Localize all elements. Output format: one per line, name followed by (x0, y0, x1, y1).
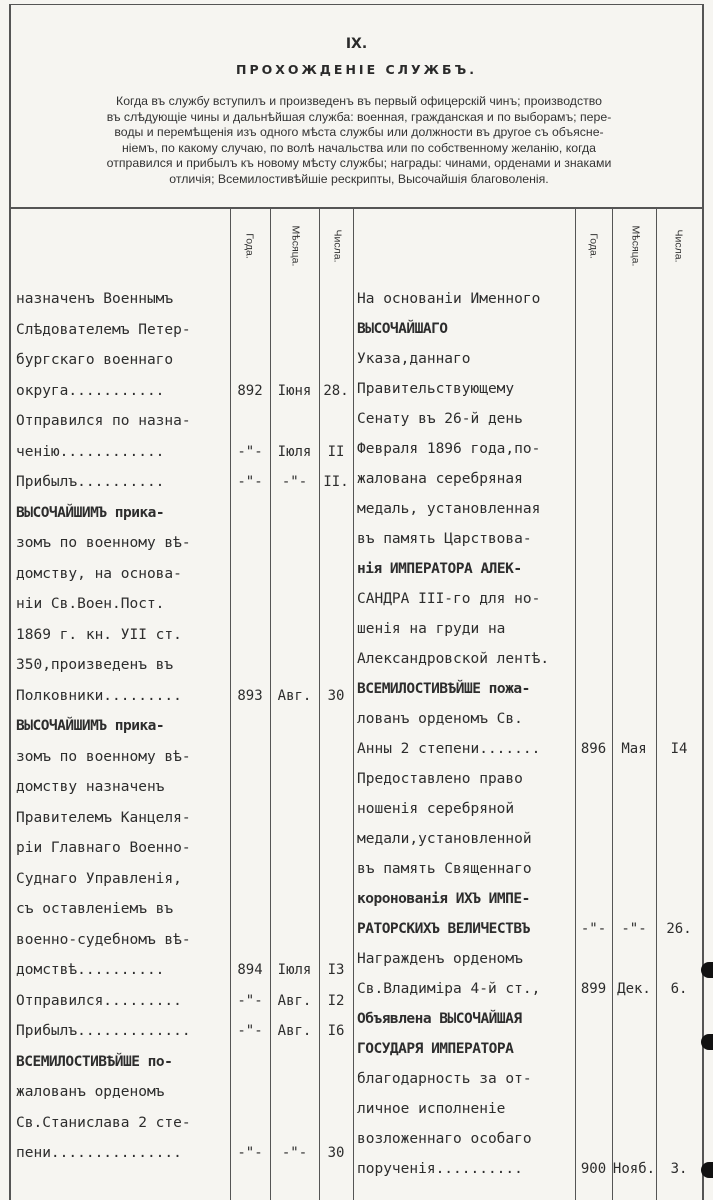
entry-year: -"- (237, 474, 263, 490)
entry-day (319, 742, 353, 772)
entry-month (612, 554, 656, 584)
entry-day (656, 314, 702, 344)
entry-month (270, 772, 319, 802)
col-divider (353, 209, 354, 1200)
entry-day (656, 614, 702, 644)
entry-year (230, 559, 270, 589)
entry-day (656, 764, 702, 794)
entry-text: ріи Главнаго Военно- (16, 840, 191, 856)
entry-text: На основаніи Именного (357, 291, 541, 307)
entry-text: зомъ по военному вѣ- (16, 535, 191, 551)
entry-text: бургскаго военнаго (16, 352, 174, 368)
binding-hole-mark (701, 1034, 713, 1050)
entry-day (319, 833, 353, 863)
entry-month (270, 620, 319, 650)
entry-year (230, 1047, 270, 1077)
entry-text: Прибылъ............. (16, 1023, 191, 1039)
entry-day: 28. (323, 382, 349, 399)
entry-text: Анны 2 степени....... (357, 741, 541, 757)
frame-right (702, 4, 704, 1200)
header-right-day: Числа. (672, 229, 684, 263)
entry-text: ВЫСОЧАЙШИМЪ прика- (16, 504, 165, 521)
entry-year (575, 494, 612, 524)
entry-year (230, 925, 270, 955)
header-left-month: Мѣсяца. (289, 225, 302, 267)
entry-year (575, 374, 612, 404)
entry-day (656, 854, 702, 884)
header-right-month: Мѣсяца. (629, 225, 642, 267)
entry-year (575, 884, 612, 914)
entry-year (575, 524, 612, 554)
entry-month: Нояб. (612, 1161, 656, 1177)
entry-month (270, 864, 319, 894)
intro-line: отправился и прибылъ къ новому мѣсту службы; награды: чинами, орденами и знаками (106, 156, 612, 171)
entry-year (230, 284, 270, 314)
entry-month (612, 584, 656, 614)
entry-year (230, 345, 270, 375)
entry-month (612, 314, 656, 344)
section-title: ПРОХОЖДЕНІЕ СЛУЖБЪ. (235, 62, 477, 77)
entry-text: Св.Владиміра 4-й ст., (357, 981, 541, 997)
entry-month (270, 1108, 319, 1138)
entry-text: возложеннаго особаго (357, 1131, 532, 1147)
entry-month: Авг. (277, 687, 312, 704)
entry-month (270, 406, 319, 436)
entry-year (575, 584, 612, 614)
entry-year: 893 (237, 687, 263, 704)
entry-month (270, 284, 319, 314)
entry-day (319, 1047, 353, 1077)
entry-day (656, 794, 702, 824)
entry-month (270, 1047, 319, 1077)
entry-month: Мая (621, 741, 647, 757)
entry-month (612, 404, 656, 434)
entry-month: -"- (281, 474, 308, 490)
entry-month (270, 315, 319, 345)
entry-text: 350,произведенъ въ (16, 657, 174, 673)
entry-text: Объявлена ВЫСОЧАЙШАЯ (357, 1011, 522, 1027)
entry-year (230, 650, 270, 680)
entry-day (656, 1034, 702, 1064)
entry-month: Дек. (617, 981, 651, 997)
entry-year: -"- (237, 443, 263, 460)
entry-text: благодарность за от- (357, 1071, 532, 1087)
header-left-day: Числа. (331, 229, 343, 263)
entry-text: зомъ по военному вѣ- (16, 748, 191, 765)
entry-year (575, 854, 612, 884)
entry-year (575, 1004, 612, 1034)
entry-text: ношенія серебряной (357, 801, 515, 817)
entry-day (656, 554, 702, 584)
entry-day: I2 (327, 992, 345, 1009)
entry-day (319, 345, 353, 375)
entry-text: Полковники......... (16, 687, 182, 704)
entry-text: ВСЕМИЛОСТИВѢЙШЕ по- (16, 1053, 173, 1070)
entry-month (612, 1004, 656, 1034)
entry-year (230, 1077, 270, 1107)
binding-hole-mark (701, 1162, 713, 1178)
entry-month (270, 589, 319, 619)
entry-text: САНДРА III-го для но- (357, 591, 541, 607)
entry-month (612, 794, 656, 824)
entry-day (319, 894, 353, 924)
entry-day (656, 1064, 702, 1094)
entry-year: -"- (580, 921, 607, 937)
entry-text: Слѣдователемъ Петер- (16, 321, 191, 338)
entry-year (575, 1034, 612, 1064)
entry-text: назначенъ Военнымъ (16, 291, 174, 307)
entry-day (319, 620, 353, 650)
entry-year (230, 589, 270, 619)
entry-text: съ оставленіемъ въ (16, 901, 174, 917)
intro-line: отличія; Всемилостивѣйшіе рескрипты, Высочайшія благоволенія. (169, 171, 549, 186)
entry-year (230, 833, 270, 863)
entry-day: I6 (327, 1023, 345, 1039)
entry-year (575, 404, 612, 434)
entry-month (270, 711, 319, 741)
entry-year (230, 864, 270, 894)
entry-text: Александровской лентѣ. (357, 651, 550, 667)
entry-year: 892 (237, 382, 263, 399)
entry-day (656, 374, 702, 404)
entry-text: Правительствующему (357, 381, 515, 397)
entry-year: 900 (580, 1161, 607, 1177)
header-right-year: Года. (587, 233, 600, 259)
entry-year: 896 (580, 741, 607, 757)
entry-month (270, 559, 319, 589)
entry-month (270, 345, 319, 375)
entry-month (612, 1094, 656, 1124)
entry-day: 3. (670, 1161, 688, 1177)
entry-day (319, 284, 353, 314)
entry-day (319, 1108, 353, 1138)
entry-year (230, 498, 270, 528)
entry-day (319, 803, 353, 833)
entry-text: Предоставлено право (357, 771, 523, 787)
entry-month (270, 1077, 319, 1107)
entry-text: 1869 г. кн. УІІ ст. (16, 626, 182, 643)
frame-top (9, 4, 704, 5)
entry-month (270, 925, 319, 955)
entry-year (230, 406, 270, 436)
entry-day (656, 884, 702, 914)
entry-year (230, 711, 270, 741)
entry-month (612, 704, 656, 734)
entry-text: медаль, установленная (357, 501, 541, 517)
intro-line: воды и перемѣщенія изъ одного мѣста службы или должности въ другое съ объясне- (114, 125, 604, 140)
entry-text: нія ИМПЕРАТОРА АЛЕК- (357, 561, 522, 577)
entry-text: пени............... (16, 1145, 182, 1161)
entry-text: лованъ орденомъ Св. (357, 711, 523, 727)
entry-year: 899 (580, 981, 607, 997)
entry-day (319, 589, 353, 619)
entry-day (319, 559, 353, 589)
entry-text: ченію............ (16, 443, 165, 460)
entry-year (575, 644, 612, 674)
entry-text: Сенату въ 26-й день (357, 411, 523, 427)
entry-month (612, 524, 656, 554)
entry-month (612, 674, 656, 704)
entry-year (575, 1064, 612, 1094)
entry-year (230, 772, 270, 802)
section-intro (24, 94, 694, 188)
entry-year (575, 674, 612, 704)
entry-text: Прибылъ.......... (16, 474, 165, 490)
entry-month (270, 894, 319, 924)
intro-line: Когда въ службу вступилъ и произведенъ въ первый офицерскій чинъ; производство (116, 94, 602, 108)
entry-text: Св.Станислава 2 сте- (16, 1114, 191, 1131)
entry-day (656, 824, 702, 854)
entry-text: шенія на груди на (357, 621, 506, 637)
entry-text: РАТОРСКИХЪ ВЕЛИЧЕСТВЪ (357, 921, 530, 937)
entry-year: -"- (237, 1023, 263, 1039)
entry-day (656, 644, 702, 674)
entry-month (612, 434, 656, 464)
entry-month: Іюля (277, 443, 312, 460)
entry-text: жалована серебряная (357, 471, 523, 487)
entry-month (612, 464, 656, 494)
entry-month (612, 1034, 656, 1064)
entry-day (656, 944, 702, 974)
entry-text: медали,установленной (357, 831, 532, 847)
entry-day: 6. (670, 981, 688, 997)
entry-year (230, 315, 270, 345)
entry-year (575, 314, 612, 344)
entry-month (612, 884, 656, 914)
entry-month (612, 374, 656, 404)
entry-year (575, 344, 612, 374)
entry-day (319, 406, 353, 436)
entry-text: округа........... (16, 382, 165, 399)
entry-day: 26. (666, 921, 692, 937)
entry-day (656, 584, 702, 614)
entry-year (230, 620, 270, 650)
entry-text: Награжденъ орденомъ (357, 951, 523, 967)
entry-month: -"- (621, 921, 647, 937)
entry-month (270, 803, 319, 833)
intro-line: въ слѣдующіе чины и дальнѣйшая служба: военная, гражданская и по выборамъ; пере- (106, 109, 612, 124)
entry-text: личное исполненіе (357, 1101, 506, 1117)
entry-month (270, 833, 319, 863)
entry-month (612, 1064, 656, 1094)
entry-day (656, 404, 702, 434)
entry-text: Суднаго Управленія, (16, 870, 182, 887)
entry-month: Авг. (277, 1023, 312, 1039)
entry-day (319, 498, 353, 528)
entry-day: II (327, 443, 345, 460)
entry-month (612, 644, 656, 674)
entry-month: Іюля (277, 962, 312, 978)
entry-year (230, 1108, 270, 1138)
entry-day (319, 925, 353, 955)
entry-month (270, 742, 319, 772)
entry-text: коронованія ИХЪ ИМПЕ- (357, 891, 530, 907)
entry-text: порученія.......... (357, 1161, 523, 1177)
entry-text: ВСЕМИЛОСТИВѢЙШЕ пожа- (357, 681, 530, 697)
entry-month: Авг. (277, 992, 312, 1009)
entry-month (612, 284, 656, 314)
header-left-year: Года. (243, 233, 256, 259)
entry-text: Февраля 1896 года,по- (357, 441, 541, 457)
entry-year (575, 614, 612, 644)
entry-year (575, 704, 612, 734)
entry-day (656, 464, 702, 494)
entry-text: ніи Св.Воен.Пост. (16, 596, 165, 612)
entry-month (612, 1124, 656, 1154)
entry-day (319, 1077, 353, 1107)
entry-day (656, 494, 702, 524)
entry-day (319, 864, 353, 894)
entry-day (656, 344, 702, 374)
entry-day (319, 711, 353, 741)
entry-month: Іюня (277, 382, 312, 399)
entry-year (230, 803, 270, 833)
entry-text: Правителемъ Канцеля- (16, 809, 191, 826)
entry-text: ВЫСОЧАЙШАГО (357, 321, 448, 337)
entry-year (575, 794, 612, 824)
entry-day (656, 1004, 702, 1034)
entry-day (319, 315, 353, 345)
entry-day (656, 674, 702, 704)
entry-day (319, 772, 353, 802)
entry-month (612, 764, 656, 794)
entry-day (656, 284, 702, 314)
entry-text: Отправился по назна- (16, 413, 191, 429)
entry-day (656, 704, 702, 734)
entry-month: -"- (281, 1145, 308, 1161)
entry-text: ГОСУДАРЯ ИМПЕРАТОРА (357, 1041, 514, 1057)
entry-year (575, 434, 612, 464)
entry-month (612, 824, 656, 854)
entry-month (612, 344, 656, 374)
entry-month (270, 650, 319, 680)
entry-year: 894 (237, 962, 263, 978)
entry-text: домству, на основа- (16, 565, 182, 582)
entry-day (319, 650, 353, 680)
entry-year (575, 464, 612, 494)
entry-year (575, 764, 612, 794)
entry-day (656, 524, 702, 554)
entry-text: Указа,даннаго (357, 351, 471, 367)
entry-day: 30 (327, 687, 345, 704)
entry-year (575, 284, 612, 314)
entry-year (575, 824, 612, 854)
entry-month (612, 854, 656, 884)
entry-day (656, 1124, 702, 1154)
entry-text: въ память Царствова- (357, 531, 532, 547)
table-top-rule (9, 207, 704, 209)
entry-day: I4 (670, 741, 688, 757)
entry-text: Отправился......... (16, 992, 182, 1009)
entry-month (612, 944, 656, 974)
entry-year (575, 1124, 612, 1154)
entry-text: жалованъ орденомъ (16, 1084, 165, 1100)
entry-day (319, 528, 353, 558)
entry-text: домствѣ.......... (16, 962, 165, 978)
entry-day: I3 (327, 962, 345, 978)
frame-left (9, 4, 11, 1200)
entry-day (656, 1094, 702, 1124)
entry-text: домству назначенъ (16, 779, 165, 795)
entry-month (612, 614, 656, 644)
section-number: IX. (345, 36, 368, 52)
binding-hole-mark (701, 962, 713, 978)
entry-year (575, 1094, 612, 1124)
entry-month (612, 494, 656, 524)
entry-month (270, 498, 319, 528)
entry-year (230, 894, 270, 924)
entry-text: въ память Священнаго (357, 861, 532, 877)
entry-year: -"- (237, 992, 263, 1009)
intro-line: ніемъ, по какому случаю, по волѣ начальства или по собственному желанію, когда (121, 140, 597, 155)
entry-year (230, 742, 270, 772)
entry-month (270, 528, 319, 558)
entry-text: военно-судебномъ вѣ- (16, 931, 191, 948)
entry-day (656, 434, 702, 464)
entry-year: -"- (237, 1145, 263, 1161)
entry-day: 30 (327, 1145, 345, 1161)
entry-day: II. (323, 474, 349, 490)
entry-year (575, 944, 612, 974)
entry-year (575, 554, 612, 584)
entry-text: ВЫСОЧАЙШИМЪ прика- (16, 718, 165, 734)
entry-year (230, 528, 270, 558)
